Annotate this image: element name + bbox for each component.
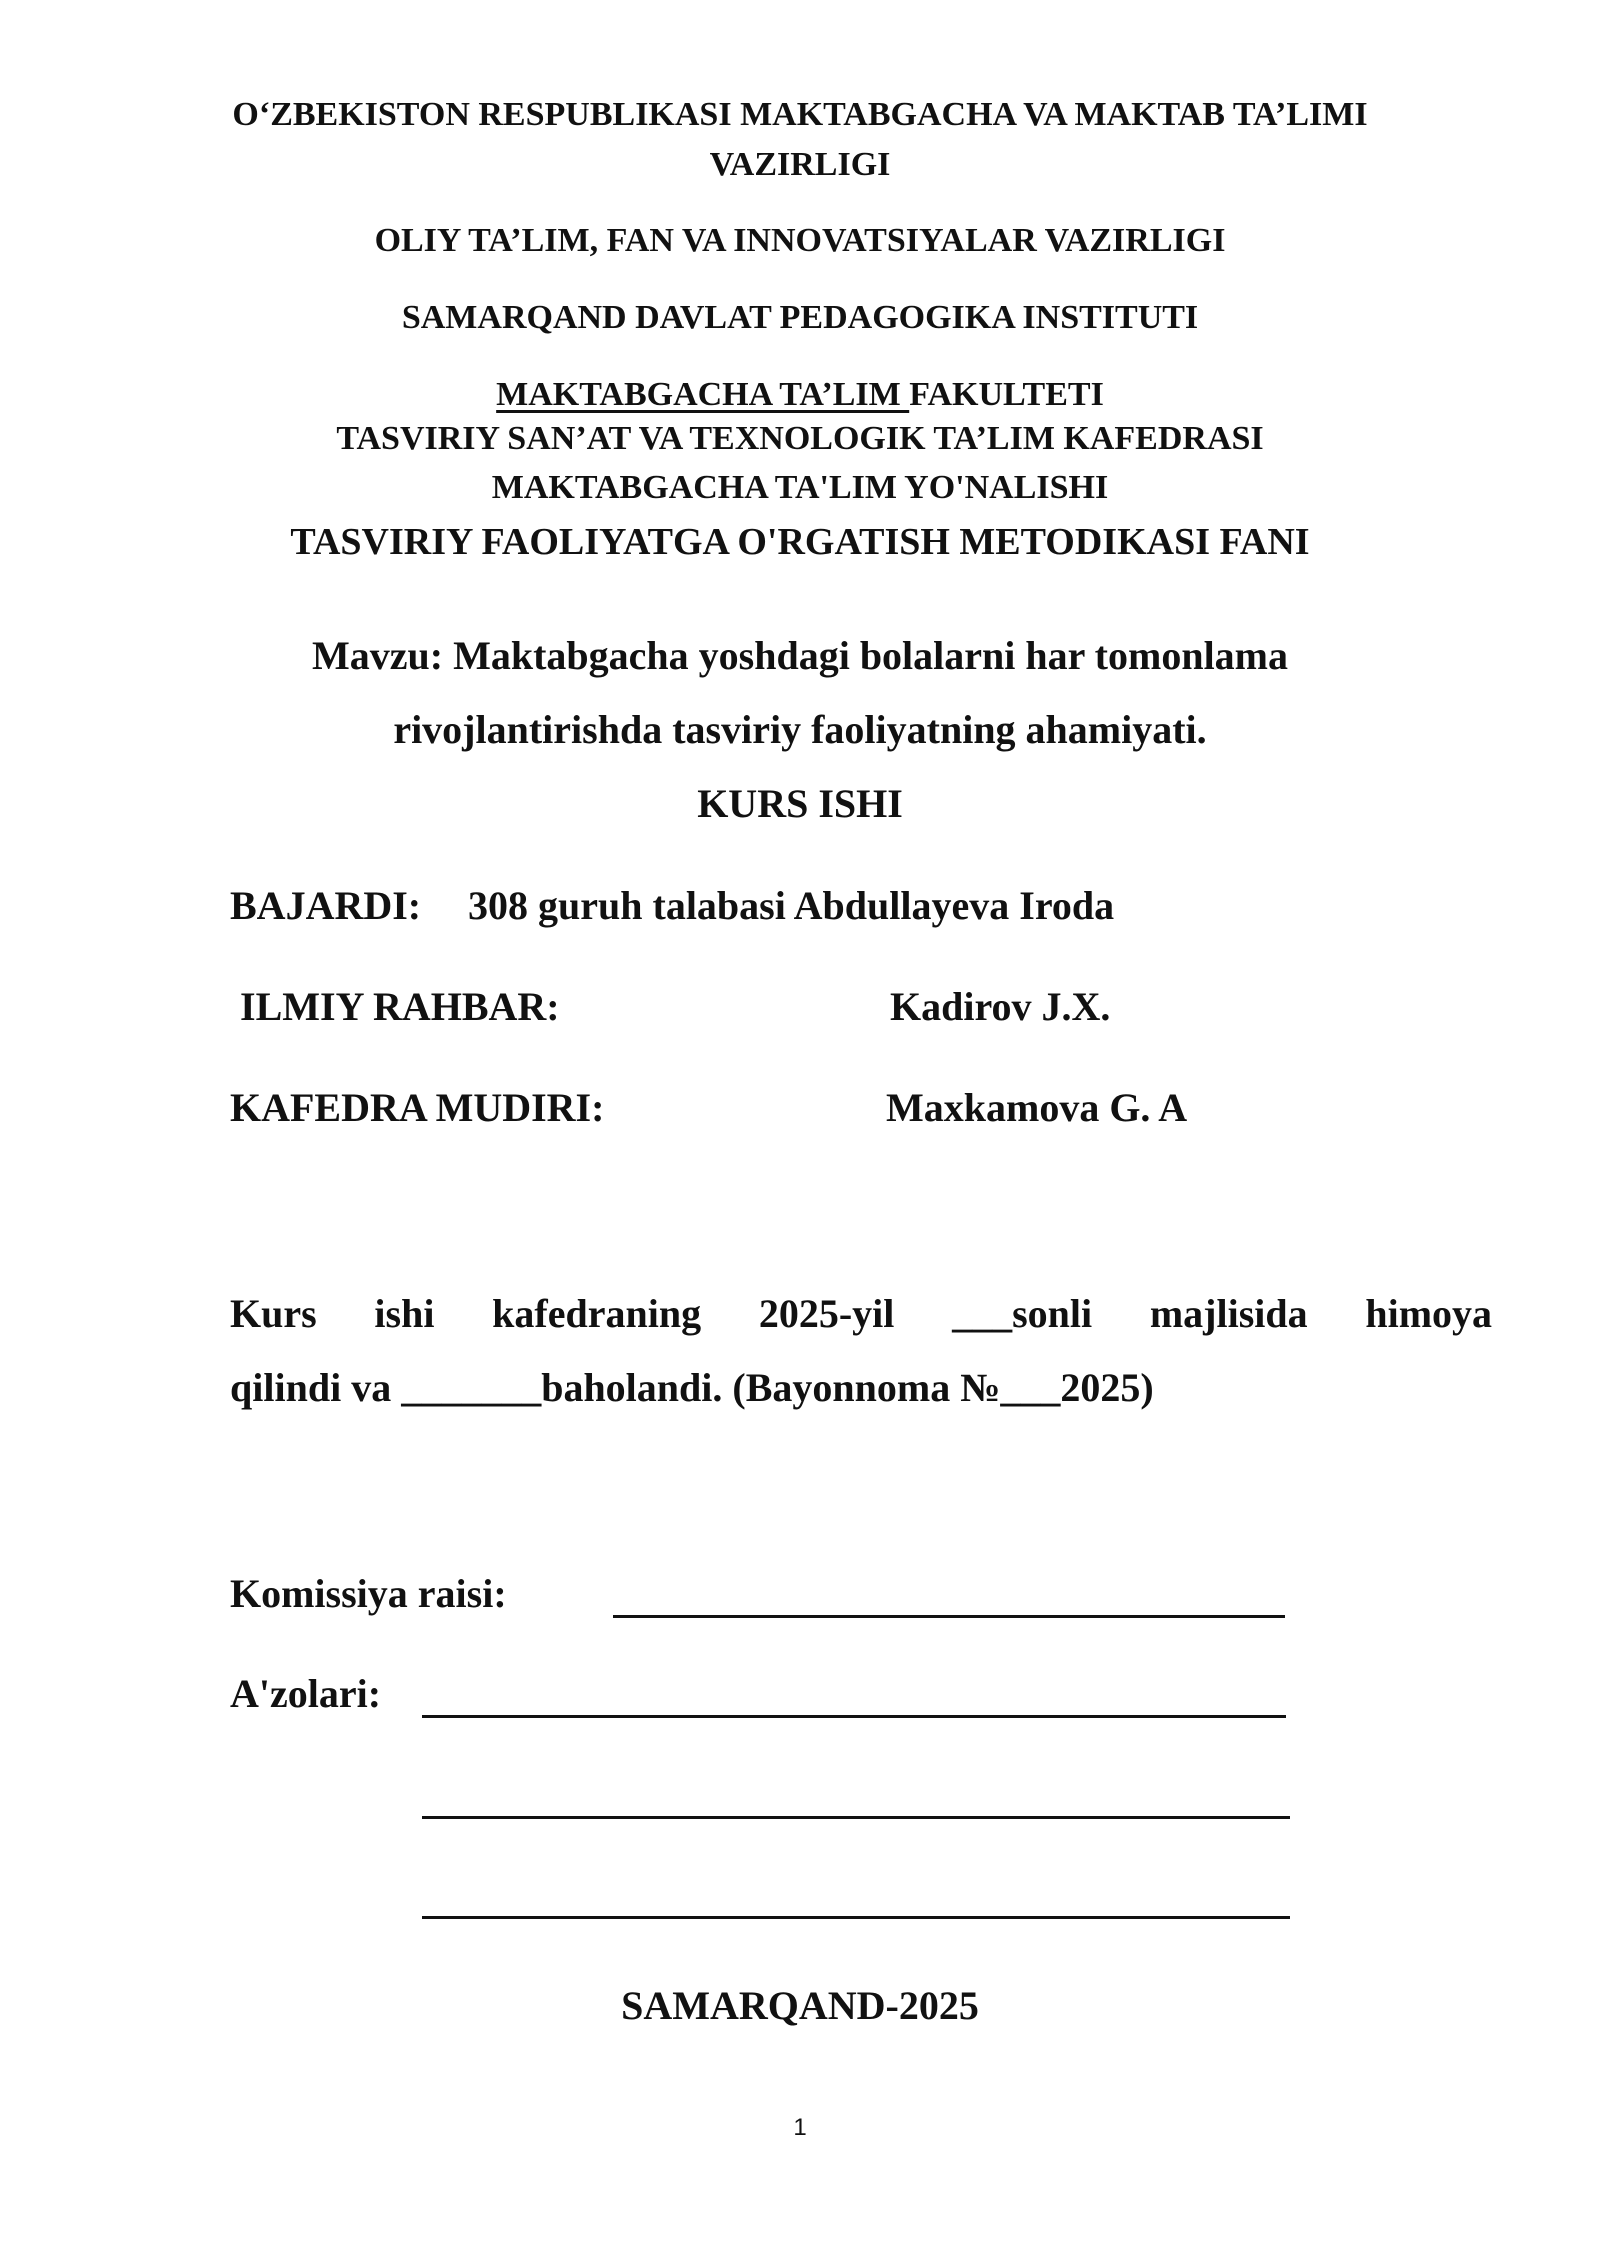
commission-chair-label: Komissiya raisi:	[230, 1571, 507, 1616]
faculty-title	[0, 376, 1600, 414]
defense-word: Kurs	[230, 1291, 317, 1336]
advisor-value: Kadirov J.X.	[890, 984, 1111, 1029]
head-value: Maxkamova G. A	[886, 1085, 1188, 1130]
commission-members-label: A'zolari:	[230, 1671, 382, 1716]
defense-word: 2025-yil	[758, 1291, 895, 1336]
defense-line2: qilindi va _______baholandi. (Bayonnoma №___2025)	[230, 1365, 1154, 1410]
faculty-name-underlined: MAKTABGACHA TA’LIM	[496, 376, 910, 413]
defense-word: himoya	[1365, 1291, 1493, 1336]
commission-chair-signature-line	[613, 1615, 1285, 1618]
direction-title: MAKTABGACHA TA'LIM YO'NALISHI	[491, 469, 1109, 506]
advisor-label: ILMIY RAHBAR:	[240, 984, 560, 1029]
ministry-title-line2: VAZIRLIGI	[709, 146, 891, 183]
defense-word: ishi	[374, 1291, 435, 1336]
defense-word: kafedraning	[492, 1291, 702, 1336]
ministry2-title: OLIY TA’LIM, FAN VA INNOVATSIYALAR VAZIRLIGI	[374, 222, 1226, 259]
member-signature-line-2	[422, 1816, 1290, 1819]
department-title: TASVIRIY SAN’AT VA TEXNOLOGIK TA’LIM KAFEDRASI	[336, 420, 1264, 457]
topic-line1: Mavzu: Maktabgacha yoshdagi bolalarni har tomonlama	[312, 633, 1288, 678]
performer-label: BAJARDI:	[230, 883, 422, 928]
subject-title: TASVIRIY FAOLIYATGA O'RGATISH METODIKASI FANI	[290, 521, 1310, 563]
defense-word: ___sonli	[952, 1291, 1093, 1336]
defense-word: majlisida	[1149, 1291, 1308, 1336]
city-year: SAMARQAND-2025	[621, 1983, 979, 2028]
page-number: 1	[793, 2114, 807, 2141]
member-signature-line-1	[422, 1715, 1286, 1718]
member-signature-line-3	[422, 1916, 1290, 1919]
head-label: KAFEDRA MUDIRI:	[230, 1085, 605, 1130]
work-type: KURS ISHI	[697, 781, 903, 826]
performer-value: 308 guruh talabasi Abdullayeva Iroda	[468, 883, 1115, 928]
institute-title: SAMARQAND DAVLAT PEDAGOGIKA INSTITUTI	[401, 299, 1199, 336]
faculty-suffix: FAKULTETI	[909, 376, 1104, 413]
ministry-title-line1: O‘ZBEKISTON RESPUBLIKASI MAKTABGACHA VA MAKTAB TA’LIMI	[232, 96, 1368, 133]
topic-line2: rivojlantirishda tasviriy faoliyatning ahamiyati.	[393, 707, 1207, 752]
defense-line1	[230, 1290, 1492, 1337]
